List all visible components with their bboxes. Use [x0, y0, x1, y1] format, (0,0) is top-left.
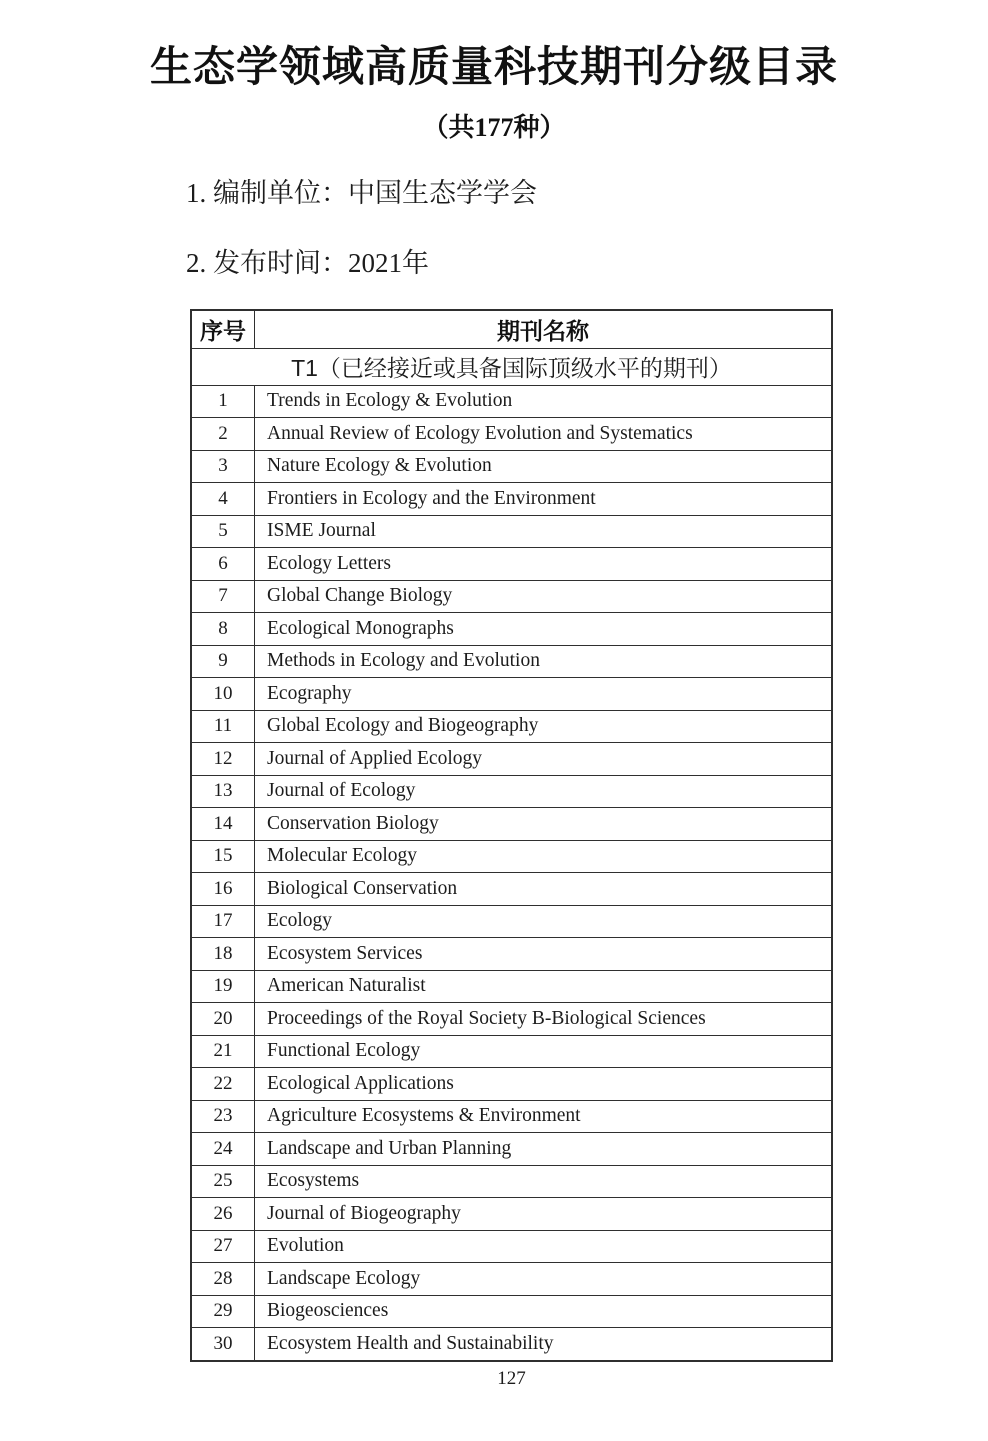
row-index: 21: [191, 1035, 255, 1068]
row-index: 26: [191, 1198, 255, 1231]
table-row: [191, 1328, 832, 1361]
table-row: [191, 743, 832, 776]
table-row: [191, 1263, 832, 1296]
table-row: [191, 580, 832, 613]
table-row: [191, 905, 832, 938]
row-journal-name: Journal of Biogeography: [255, 1198, 833, 1231]
table-row: [191, 678, 832, 711]
row-journal-name: Ecography: [255, 678, 833, 711]
row-index: 9: [191, 645, 255, 678]
table-row: [191, 1295, 832, 1328]
row-journal-name: Biological Conservation: [255, 873, 833, 906]
page-title: 生态学领域高质量科技期刊分级目录: [149, 45, 838, 91]
row-journal-name: Agriculture Ecosystems & Environment: [255, 1100, 833, 1133]
row-index: 15: [191, 840, 255, 873]
meta-release-date: 2. 发布时间：2021年: [186, 247, 429, 278]
table-header-row: [191, 310, 832, 349]
table-row: [191, 1068, 832, 1101]
table-row: [191, 1230, 832, 1263]
page-subtitle: （共177种）: [422, 112, 566, 142]
row-index: 24: [191, 1133, 255, 1166]
row-index: 28: [191, 1263, 255, 1296]
table-row: [191, 450, 832, 483]
table-row: [191, 873, 832, 906]
table-row: [191, 548, 832, 581]
table-body: [191, 385, 832, 1361]
row-index: 30: [191, 1328, 255, 1361]
table-row: [191, 385, 832, 418]
table-row: [191, 418, 832, 451]
row-index: 19: [191, 970, 255, 1003]
row-journal-name: Conservation Biology: [255, 808, 833, 841]
table-row: [191, 1165, 832, 1198]
row-index: 1: [191, 385, 255, 418]
journal-table: [190, 309, 833, 1362]
row-journal-name: Journal of Ecology: [255, 775, 833, 808]
table-row: [191, 938, 832, 971]
table-row: [191, 515, 832, 548]
row-index: 20: [191, 1003, 255, 1036]
row-journal-name: Ecology Letters: [255, 548, 833, 581]
row-index: 29: [191, 1295, 255, 1328]
row-journal-name: Landscape and Urban Planning: [255, 1133, 833, 1166]
row-journal-name: ISME Journal: [255, 515, 833, 548]
row-index: 22: [191, 1068, 255, 1101]
row-journal-name: Trends in Ecology & Evolution: [255, 385, 833, 418]
row-index: 14: [191, 808, 255, 841]
table-row: [191, 840, 832, 873]
row-journal-name: Ecological Applications: [255, 1068, 833, 1101]
row-index: 16: [191, 873, 255, 906]
row-journal-name: Nature Ecology & Evolution: [255, 450, 833, 483]
header-index: 序号: [191, 310, 255, 349]
table-row: [191, 613, 832, 646]
header-journal-name: 期刊名称: [255, 310, 833, 349]
table-row: [191, 1003, 832, 1036]
table-row: [191, 483, 832, 516]
row-index: 8: [191, 613, 255, 646]
row-index: 6: [191, 548, 255, 581]
row-index: 10: [191, 678, 255, 711]
row-journal-name: Evolution: [255, 1230, 833, 1263]
table-row: [191, 1198, 832, 1231]
row-journal-name: Landscape Ecology: [255, 1263, 833, 1296]
row-journal-name: Biogeosciences: [255, 1295, 833, 1328]
row-index: 5: [191, 515, 255, 548]
row-journal-name: Frontiers in Ecology and the Environment: [255, 483, 833, 516]
row-index: 2: [191, 418, 255, 451]
row-index: 27: [191, 1230, 255, 1263]
table-row: [191, 645, 832, 678]
row-journal-name: Proceedings of the Royal Society B-Biological Sciences: [255, 1003, 833, 1036]
row-journal-name: Ecosystem Health and Sustainability: [255, 1328, 833, 1361]
row-journal-name: Ecology: [255, 905, 833, 938]
row-journal-name: Journal of Applied Ecology: [255, 743, 833, 776]
table-row: [191, 1133, 832, 1166]
table-row: [191, 775, 832, 808]
meta-compiling-unit: 1. 编制单位：中国生态学学会: [186, 177, 537, 208]
row-journal-name: Methods in Ecology and Evolution: [255, 645, 833, 678]
row-journal-name: American Naturalist: [255, 970, 833, 1003]
row-journal-name: Functional Ecology: [255, 1035, 833, 1068]
row-index: 12: [191, 743, 255, 776]
row-index: 25: [191, 1165, 255, 1198]
row-index: 23: [191, 1100, 255, 1133]
row-journal-name: Global Ecology and Biogeography: [255, 710, 833, 743]
section-row-t1: [191, 348, 832, 385]
row-index: 17: [191, 905, 255, 938]
row-index: 7: [191, 580, 255, 613]
row-journal-name: Annual Review of Ecology Evolution and Systematics: [255, 418, 833, 451]
row-index: 11: [191, 710, 255, 743]
row-index: 18: [191, 938, 255, 971]
table-head: [191, 310, 832, 386]
row-journal-name: Global Change Biology: [255, 580, 833, 613]
row-journal-name: Ecological Monographs: [255, 613, 833, 646]
row-journal-name: Ecosystems: [255, 1165, 833, 1198]
page-number: 127: [497, 1367, 526, 1389]
row-index: 3: [191, 450, 255, 483]
row-journal-name: Molecular Ecology: [255, 840, 833, 873]
table-row: [191, 1100, 832, 1133]
table-row: [191, 808, 832, 841]
section-t1-label: T1（已经接近或具备国际顶级水平的期刊）: [191, 348, 832, 385]
row-index: 13: [191, 775, 255, 808]
row-journal-name: Ecosystem Services: [255, 938, 833, 971]
row-index: 4: [191, 483, 255, 516]
table-row: [191, 710, 832, 743]
table-row: [191, 970, 832, 1003]
table-row: [191, 1035, 832, 1068]
